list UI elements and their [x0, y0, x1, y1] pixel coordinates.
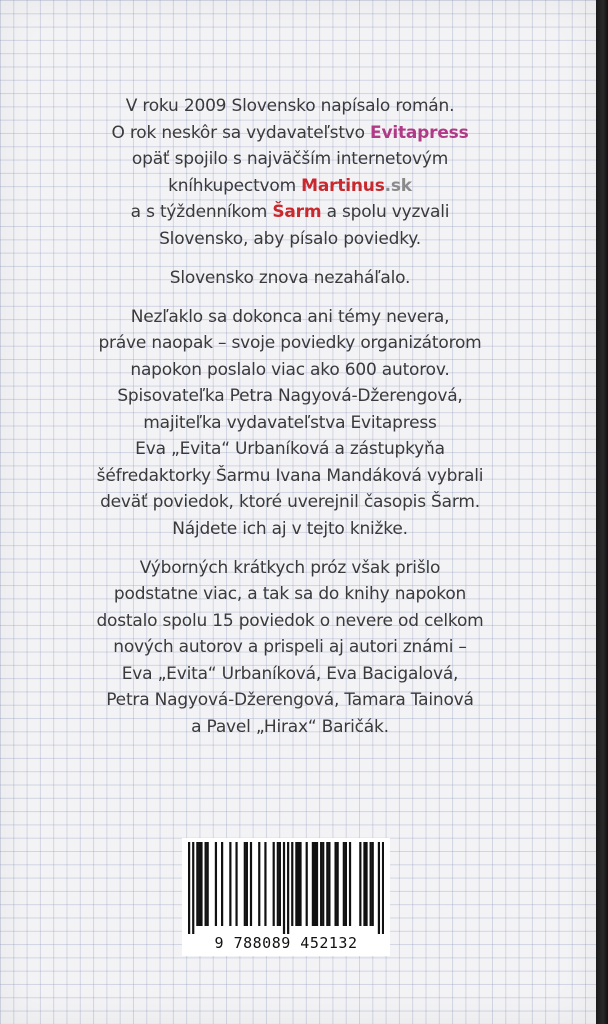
barcode-bar [283, 842, 285, 934]
barcode-bar [326, 842, 328, 926]
barcode-bar [198, 842, 200, 926]
barcode-bar [287, 842, 289, 934]
barcode-bar [246, 842, 248, 926]
barcode-bar [258, 842, 260, 926]
barcode-bar [370, 842, 372, 926]
barcode-bar [349, 842, 351, 926]
line: a spolu vyzvali [321, 202, 450, 222]
barcode-bar [221, 842, 223, 926]
barcode-bar [200, 842, 202, 926]
line: práve naopak – svoje poviedky organizátorom [98, 333, 482, 353]
barcode-bar [207, 842, 209, 926]
isbn-number: 9 788089 452132 [214, 934, 358, 952]
barcode-bar [306, 842, 308, 926]
barcode-bar [337, 842, 339, 926]
line: šéfredaktorky Šarmu Ivana Mandáková vybrali [96, 465, 484, 486]
barcode-bar [264, 842, 266, 926]
barcode-bars [188, 842, 384, 934]
barcode-bar [196, 842, 198, 926]
barcode-bar [235, 842, 237, 926]
barcode-bar [312, 842, 314, 926]
barcode-bar [299, 842, 301, 926]
barcode-bar [279, 842, 281, 926]
barcode-bar [328, 842, 330, 926]
barcode-bar [378, 842, 380, 934]
line: opäť spojilo s najväčším internetovým [131, 149, 449, 169]
line: Slovensko, aby písalo poviedky. [159, 228, 421, 249]
barcode-bar [244, 842, 246, 926]
line: Spisovateľka Petra Nagyová-Džerengová, [117, 386, 463, 406]
line: Nájdete ich aj v tejto knižke. [172, 518, 408, 539]
isbn-barcode [182, 838, 390, 956]
barcode-bar [205, 842, 207, 926]
barcode-bar [277, 842, 279, 926]
barcode-bar [291, 842, 293, 926]
line: majiteľka vydavateľstva Evitapress [143, 412, 437, 433]
blurb-text [40, 93, 540, 753]
line: Eva „Evita“ Urbaníková, Eva Bacigalová, [121, 663, 459, 684]
book-spine-edge [596, 0, 608, 1024]
barcode-bar [297, 842, 299, 926]
line: Eva „Evita“ Urbaníková a zástupkyňa [135, 439, 445, 459]
barcode-bar [316, 842, 318, 926]
line: napokon poslalo viac ako 600 autorov. [130, 359, 450, 380]
line: a Pavel „Hirax“ Baričák. [191, 716, 389, 737]
line: podstatne viac, a tak sa do knihy napokon [113, 584, 467, 604]
barcode-bar [345, 842, 347, 926]
martinus-brand: Martinus [301, 175, 385, 196]
sarm-brand: Šarm [272, 202, 322, 222]
barcode-bar [188, 842, 190, 934]
barcode-bar [363, 842, 365, 926]
line: kníhkupectvom [168, 175, 302, 196]
barcode-bar [215, 842, 217, 926]
barcode-bar [314, 842, 316, 926]
barcode-bar [334, 842, 336, 926]
line: Petra Nagyová-Džerengová, Tamara Tainová [106, 690, 474, 710]
evitapress-brand: Evitapress [370, 122, 469, 143]
barcode-bar [372, 842, 374, 926]
line: dostalo spolu 15 poviedok o nevere od celkom [96, 610, 484, 631]
blurb-paragraph-1 [40, 93, 540, 252]
barcode-bar [320, 842, 322, 926]
blurb-paragraph-4 [40, 555, 540, 741]
line: V roku 2009 Slovensko napísalo román. [125, 96, 455, 116]
barcode-bar [382, 842, 384, 934]
barcode-bar [295, 842, 297, 926]
line: Výborných krátkych próz však prišlo [139, 557, 441, 578]
barcode-bar [359, 842, 361, 926]
barcode-bar [192, 842, 194, 934]
blurb-paragraph-3 [40, 304, 540, 543]
line: nových autorov a prispeli aj autori známi – [113, 637, 467, 657]
blurb-paragraph-2: Slovensko znova nezaháľalo. [169, 267, 411, 288]
line: O rok neskôr sa vydavateľstvo [111, 122, 371, 143]
martinus-domain-suffix: .sk [384, 175, 412, 196]
barcode-bar [273, 842, 275, 926]
line: a s týždenníkom [130, 202, 273, 222]
line: Nezľaklo sa dokonca ani témy nevera, [130, 306, 450, 327]
barcode-bar [229, 842, 231, 926]
barcode-bar [250, 842, 252, 926]
barcode-bar [343, 842, 345, 926]
line: deväť poviedok, ktoré uverejnil časopis Šarm. [100, 492, 480, 512]
barcode-bar [322, 842, 324, 926]
barcode-bar [365, 842, 367, 926]
